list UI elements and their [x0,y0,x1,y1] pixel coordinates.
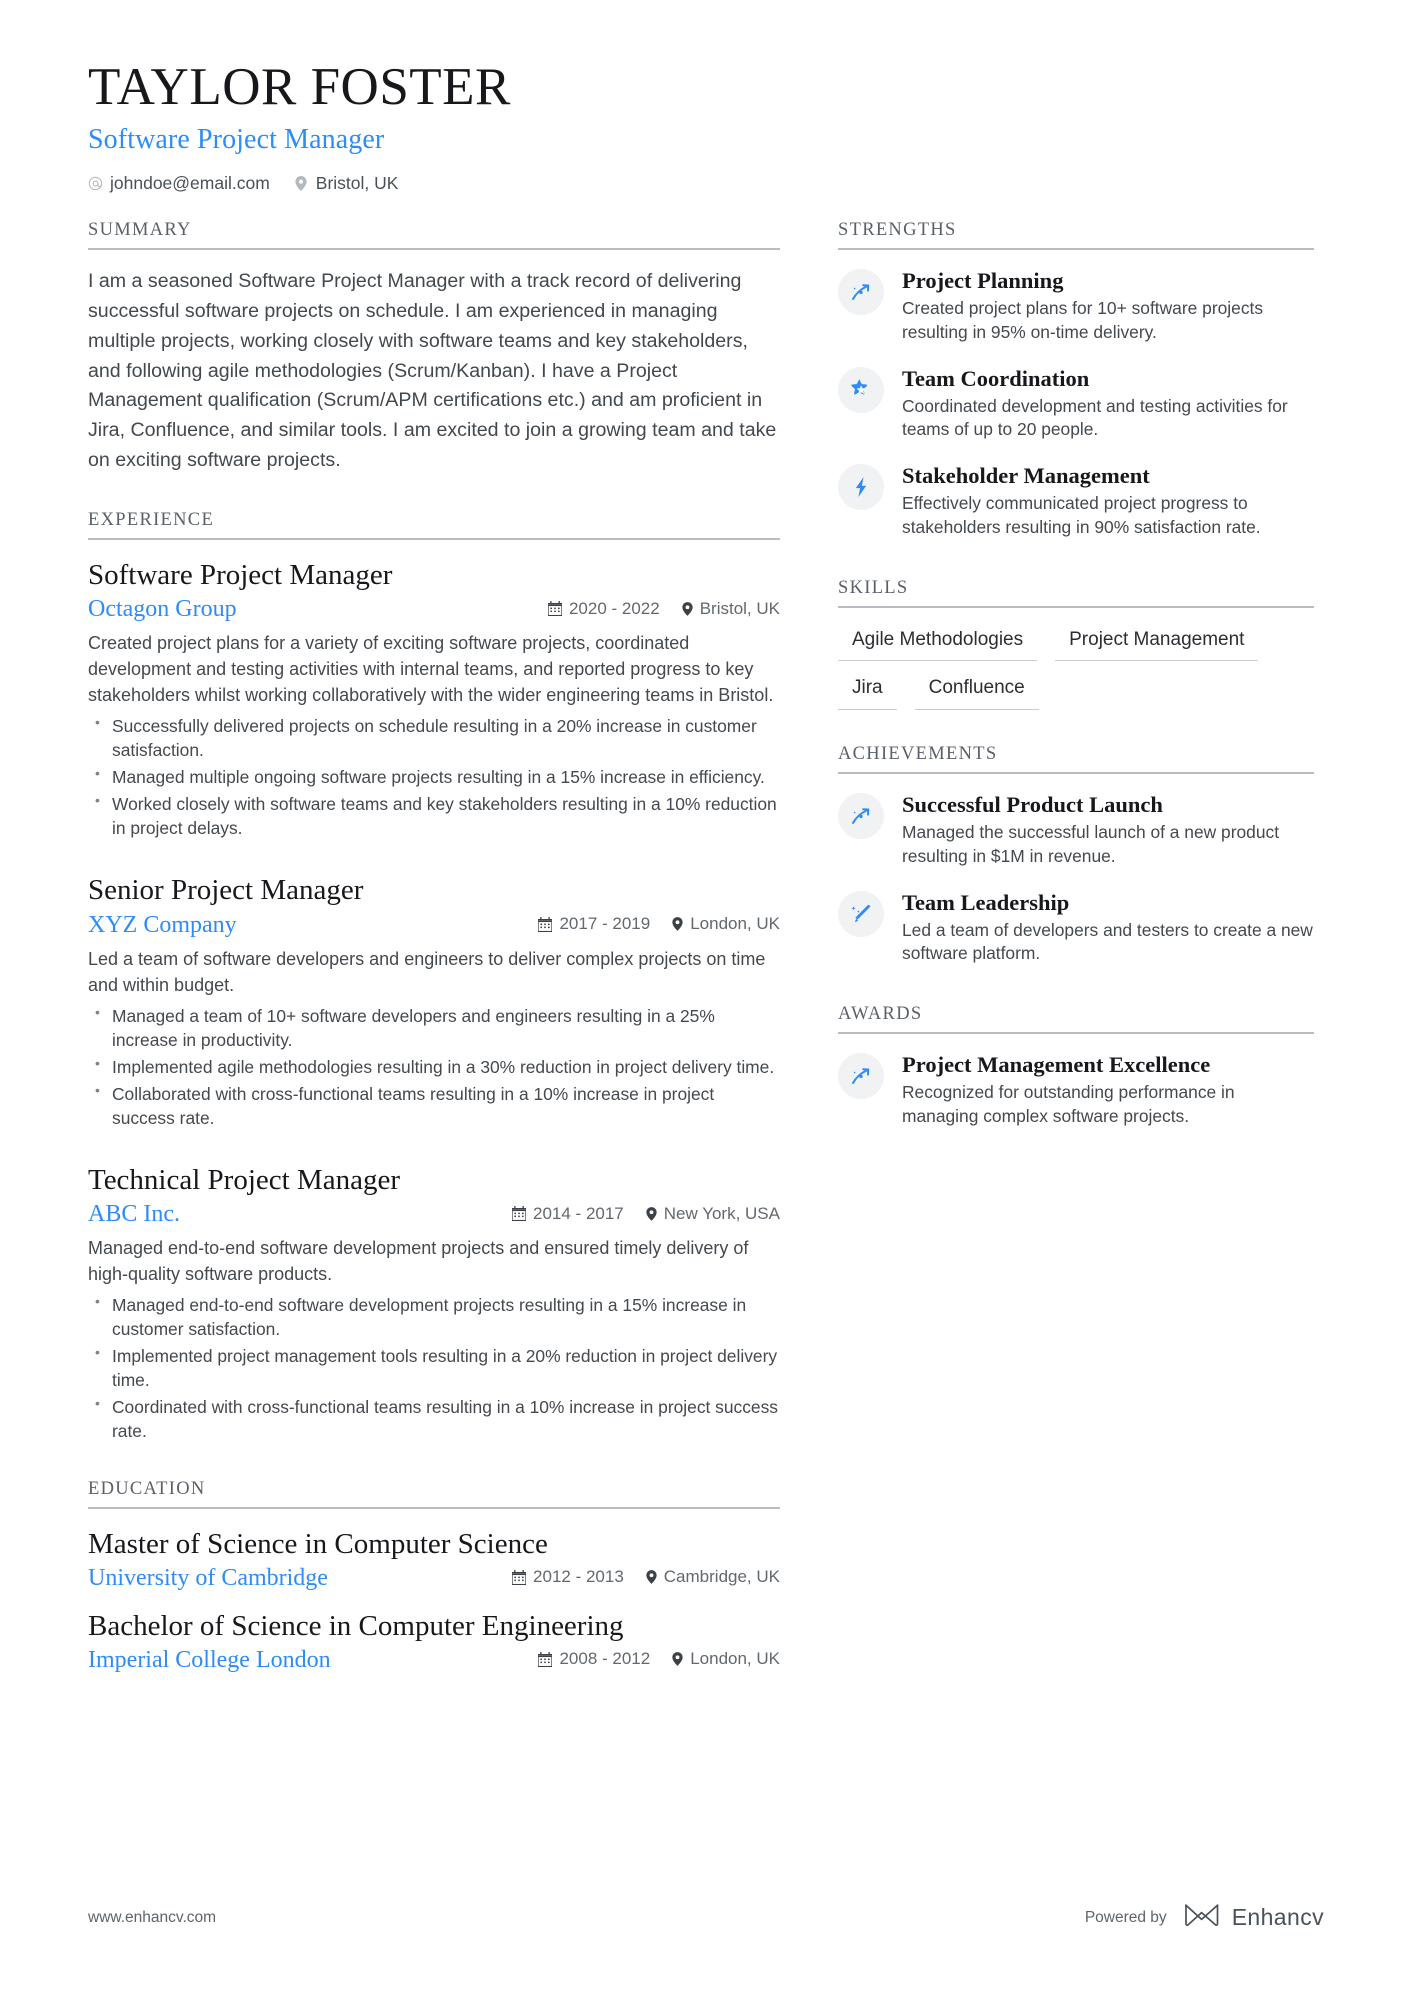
bullet-item: • Collaborated with cross-functional teams resulting in a 10% increase in project success rate. [88,1082,780,1130]
spacer [88,1449,780,1479]
award-title: Project Management Excellence [902,1052,1211,1078]
strength-body [902,267,1314,344]
achievement-description: Led a team of developers and testers to create a new software platform. [902,919,1313,964]
experience-location [682,599,780,619]
left-column [88,220,780,1690]
experience-facts [548,599,780,619]
enhancv-brand-name: Enhancv [1231,1904,1324,1930]
section-strengths [838,220,1314,539]
calendar-icon [512,1570,526,1585]
education-dates-text: 2008 - 2012 [559,1649,651,1669]
location-pin-icon [646,1207,657,1221]
experience-location [672,914,780,934]
strength-description: Created project plans for 10+ software projects resulting in 95% on-time delivery. [902,298,1264,342]
experience-title: Senior Project Manager [88,874,364,907]
section-title-awards: AWARDS [838,1004,1314,1034]
experience-company[interactable]: XYZ Company [88,911,237,938]
experience-company[interactable]: ABC Inc. [88,1201,180,1228]
contact-email-text: johndoe@email.com [110,173,270,194]
achievement-body [902,791,1314,868]
contact-row [88,173,1324,194]
education-location-text: London, UK [690,1649,780,1669]
experience-description: Created project plans for a variety of exciting software projects, coordinated development and testing activities with internal teams, and reported progress to key stakeholders whilst working collaboratively with the wider engineering teams in Bristol. [88,633,774,706]
resume-columns [88,220,1324,1690]
footer-powered-by: Powered by [1084,1908,1167,1926]
experience-location [646,1204,780,1224]
strength-description: Coordinated development and testing activities for teams of up to 20 people. [902,395,1288,440]
spacer [838,560,1314,578]
section-title-education: EDUCATION [88,1479,780,1509]
education-facts [538,1649,780,1669]
calendar-icon [538,917,552,932]
candidate-name: TAYLOR FOSTER [88,58,511,116]
strength-title: Stakeholder Management [902,463,1150,489]
education-dates [512,1567,624,1587]
trending-arrow-icon [838,793,884,839]
strength-item [838,462,1314,539]
location-pin-icon [672,917,683,931]
experience-entry [88,872,780,1130]
skill-tag[interactable]: Jira [838,673,897,710]
experience-facts [512,1204,780,1224]
star-icon [838,367,884,413]
calendar-icon [512,1206,526,1221]
section-education [88,1479,780,1673]
location-pin-icon [646,1570,657,1584]
strength-item [838,267,1314,344]
strength-description: Effectively communicated project progress to stakeholders resulting in 90% satisfaction rate. [902,493,1261,537]
experience-meta [88,596,780,623]
achievement-title: Team Leadership [902,889,1070,915]
experience-dates [548,599,660,619]
at-sign-icon [88,176,103,191]
bullet-item: • Successfully delivered projects on schedule resulting in a 20% increase in customer satisfaction. [88,714,780,762]
location-pin-icon [294,176,309,191]
education-facts [512,1567,780,1587]
bullet-item: • Implemented agile methodologies resulting in a 30% reduction in project delivery time. [88,1055,780,1079]
experience-bullets [88,1293,780,1443]
bullet-item: • Coordinated with cross-functional teams resulting in a 10% increase in project success rate. [88,1395,780,1443]
education-meta [88,1647,780,1674]
achievement-title: Successful Product Launch [902,792,1163,818]
bullet-item: • Managed a team of 10+ software developers and engineers resulting in a 25% increase in productivity. [88,1004,780,1052]
trending-arrow-icon [838,1053,884,1099]
achievement-description: Managed the successful launch of a new product resulting in $1M in revenue. [902,822,1280,866]
section-title-summary: SUMMARY [88,220,780,250]
strength-body [902,462,1314,539]
achievement-item [838,791,1314,868]
education-institution[interactable]: Imperial College London [88,1646,331,1673]
resume-header [88,58,1324,194]
footer-brand-group [1085,1902,1324,1933]
summary-text: I am a seasoned Software Project Manager with a track record of delivering successful software projects on schedule. I am experienced in managing multiple projects, working closely with software teams and key stakeholders, and following agile methodologies (Scrum/Kanban). I have a Project Management qualification (Scrum/APM certifications etc.) and am proficient in Jira, Confluence, and similar tools. I am excited to join a growing team and take on exciting software projects. [88,270,777,471]
spacer [88,846,780,872]
enhancv-brand [1183,1902,1324,1933]
footer-website[interactable]: www.enhancv.com [88,1908,217,1926]
spacer [88,480,780,510]
location-pin-icon [682,602,693,616]
education-meta [88,1565,780,1592]
experience-bullets [88,1004,780,1130]
education-entry [88,1608,780,1674]
experience-bullets [88,714,780,840]
experience-entry [88,1162,780,1444]
candidate-role: Software Project Manager [88,124,385,156]
section-title-experience: EXPERIENCE [88,510,780,540]
education-dates-text: 2012 - 2013 [533,1567,624,1587]
experience-company[interactable]: Octagon Group [88,596,237,623]
award-body [902,1051,1314,1128]
experience-dates-text: 2014 - 2017 [533,1203,624,1223]
skill-tag[interactable]: Agile Methodologies [838,625,1037,662]
strength-title: Team Coordination [902,365,1090,391]
magic-wand-icon [838,891,884,937]
experience-description: Led a team of software developers and engineers to deliver complex projects on time and within budget. [88,948,766,995]
achievement-item [838,889,1314,966]
section-skills [838,578,1314,711]
education-degree: Master of Science in Computer Science [88,1528,548,1561]
education-institution[interactable]: University of Cambridge [88,1564,328,1591]
bullet-item: • Worked closely with software teams and key stakeholders resulting in a 10% reduction in project delays. [88,792,780,840]
lightning-bolt-icon [838,464,884,510]
contact-email[interactable] [88,173,270,194]
section-title-strengths: STRENGTHS [838,220,1314,250]
education-location [646,1567,780,1587]
strength-title: Project Planning [902,268,1064,294]
education-location [672,1649,780,1669]
spacer [88,1136,780,1162]
enhancv-logo-icon [1183,1902,1221,1933]
trending-arrow-icon [838,269,884,315]
calendar-icon [538,1652,552,1667]
right-column [838,220,1314,1690]
experience-meta [88,912,780,939]
education-degree: Bachelor of Science in Computer Engineering [88,1609,624,1642]
spacer [838,714,1314,744]
experience-facts [538,914,780,934]
section-title-skills: SKILLS [838,578,1314,608]
experience-title: Technical Project Manager [88,1163,400,1196]
section-experience [88,510,780,1444]
section-summary [88,220,780,475]
location-pin-icon [672,1652,683,1666]
bullet-item: • Implemented project management tools resulting in a 20% reduction in project delivery time. [88,1344,780,1392]
experience-meta [88,1201,780,1228]
experience-title: Software Project Manager [88,558,393,591]
strength-item [838,365,1314,442]
award-description: Recognized for outstanding performance in managing complex software projects. [902,1082,1235,1126]
education-entry [88,1526,780,1592]
spacer [838,986,1314,1004]
experience-dates [512,1204,624,1224]
experience-description: Managed end-to-end software development projects and ensured timely delivery of high-quality software products. [88,1238,749,1285]
experience-location-text: Bristol, UK [699,598,780,618]
section-title-achievements: ACHIEVEMENTS [838,744,1314,774]
experience-dates [538,914,650,934]
education-dates [538,1649,650,1669]
experience-location-text: New York, USA [663,1203,780,1223]
experience-dates-text: 2017 - 2019 [559,914,651,934]
section-awards [838,1004,1314,1128]
contact-location-text: Bristol, UK [315,173,399,194]
bullet-item: • Managed end-to-end software development projects resulting in a 15% increase in customer satisfaction. [88,1293,780,1341]
strength-body [902,365,1314,442]
education-location-text: Cambridge, UK [663,1567,780,1587]
bullet-item: • Managed multiple ongoing software projects resulting in a 15% increase in efficiency. [88,765,780,789]
achievement-body [902,889,1314,966]
calendar-icon [548,601,562,616]
skill-tag[interactable]: Confluence [915,673,1039,710]
experience-entry [88,557,780,840]
experience-dates-text: 2020 - 2022 [568,598,660,618]
experience-location-text: London, UK [690,914,780,934]
skills-list [838,625,1314,711]
award-item [838,1051,1314,1128]
contact-location [294,173,399,194]
resume-footer [88,1902,1324,1933]
skill-tag[interactable]: Project Management [1055,625,1258,662]
section-achievements [838,744,1314,966]
